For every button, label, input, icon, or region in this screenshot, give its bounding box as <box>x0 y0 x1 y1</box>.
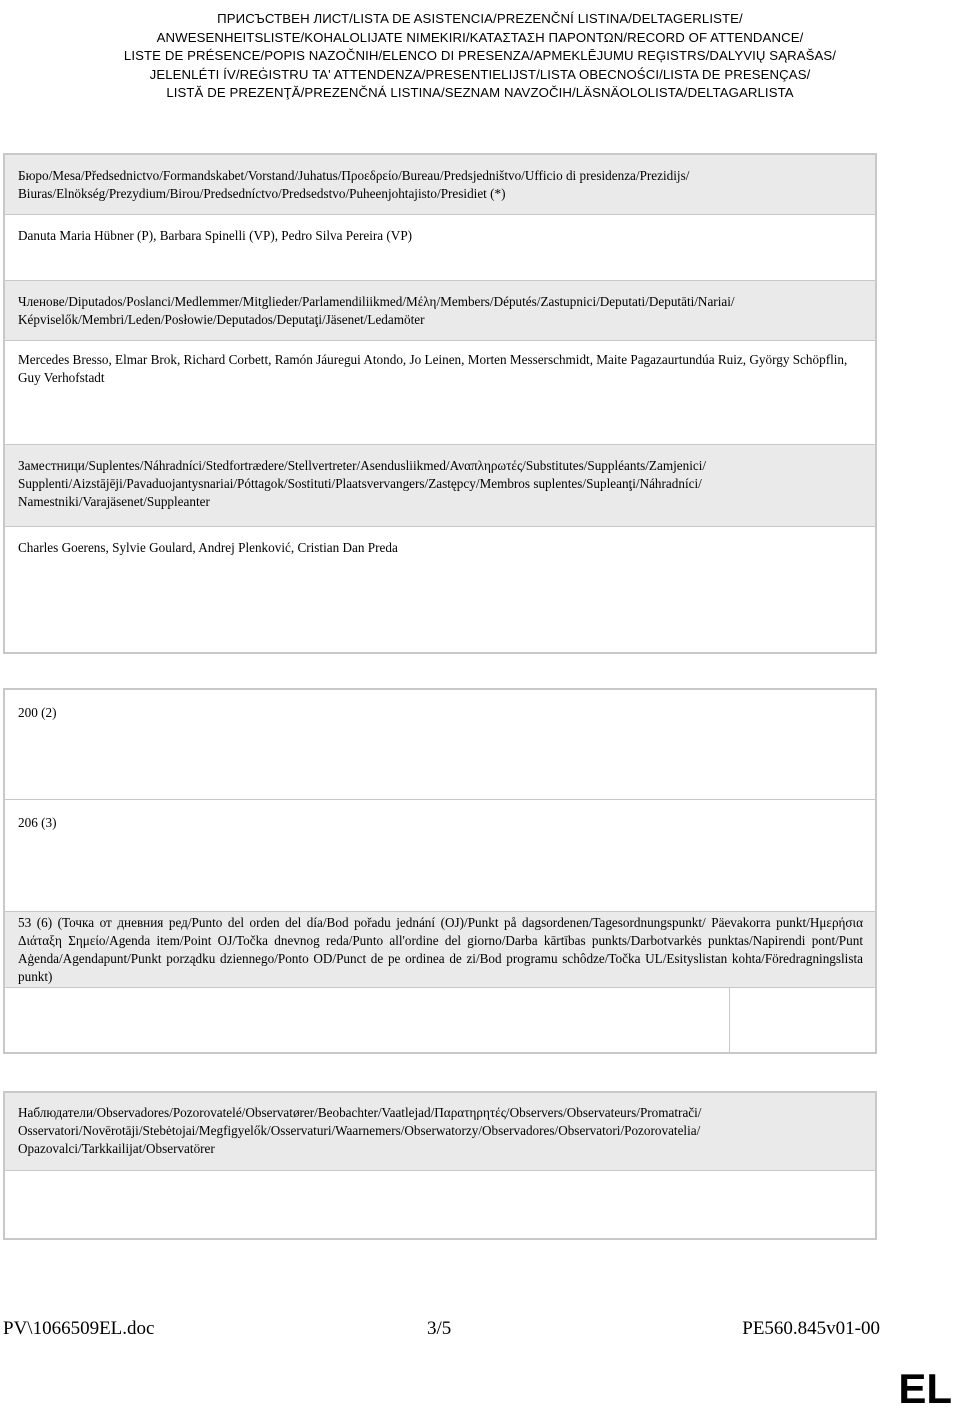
title-line-1: ПРИСЪСТВЕН ЛИСТ/LISTA DE ASISTENCIA/PREZENČNÍ LISTINA/DELTAGERLISTE/ <box>217 11 743 26</box>
page-number: 3/5 <box>427 1318 452 1339</box>
rule-200-label: 200 (2) <box>18 705 57 720</box>
rule-200-row <box>5 690 875 800</box>
bureau-names-row <box>5 215 875 281</box>
attendance-table <box>3 153 877 654</box>
language-code: EL <box>898 1365 952 1412</box>
bureau-label: Бюро/Mesa/Předsednictvo/Formandskabet/Vorstand/Juhatus/Προεδρείο/Bureau/Predsjedništvo/Ufficio di presidenza/Prezidijs/ Biuras/Elnökség/Prezydium/Birou/Predsedníctvo/Predsedstvo/Puheenjohtajisto/Presidiet (*) <box>18 168 690 201</box>
observers-label-row <box>5 1093 875 1171</box>
agenda-cells <box>5 988 875 1052</box>
rule-206-row <box>5 800 875 912</box>
members-label: Членове/Diputados/Poslanci/Medlemmer/Mitglieder/Parlamendiliikmed/Μέλη/Members/Députés/Zastupnici/Deputati/Deputāti/Nariai/ Képviselők/Membri/Leden/Posłowie/Deputados/Deputaţi/Jäsenet/Ledamöter <box>18 294 735 327</box>
title-line-5: LISTĂ DE PREZENŢĂ/PREZENČNÁ LISTINA/SEZNAM NAVZOČIH/LÄSNÄOLOLISTA/DELTAGARLISTA <box>166 85 794 100</box>
agenda-label-row <box>5 912 875 988</box>
observers-label: Наблюдатели/Observadores/Pozorovatelé/Observatører/Beobachter/Vaatlejad/Παρατηρητές/Observers/Observateurs/Promatrači/ Osservatori/Novērotāji/Stebėtojai/Megfigyelők/Osservaturi/Waarnemers/Obserwatorzy/Observadores/Observatori/Pozorovatelia/ Opazovalci/Tarkkailijat/Observatörer <box>18 1105 702 1156</box>
substitutes-names: Charles Goerens, Sylvie Goulard, Andrej Plenković, Cristian Dan Preda <box>18 540 398 555</box>
members-label-row <box>5 281 875 341</box>
title-line-2: ANWESENHEITSLISTE/KOHALOLIJATE NIMEKIRI/ΚΑΤΑΣΤΑΣΗ ΠΑΡΟΝΤΩΝ/RECORD OF ATTENDANCE/ <box>156 29 804 45</box>
page-footer <box>0 1318 960 1344</box>
pe-reference: PE560.845v01-00 <box>742 1318 880 1339</box>
rule-206-label: 206 (3) <box>18 815 57 830</box>
title-line-4: JELENLÉTI ÍV/REĠISTRU TA' ATTENDENZA/PRESENTIELIJST/LISTA OBECNOŚCI/LISTA DE PRESENÇAS/ <box>149 66 811 82</box>
agenda-label: 53 (6) (Точка от дневния ред/Punto del orden del día/Bod pořadu jednání (OJ)/Punkt på dagsordenen/Tagesordnungspunkt/ Päevakorra punkt/Ημερήσια Διάταξη Σημείο/Agenda item/Point OJ/Točka dnevnog reda/Punto all'ordine del giorno/Darba kārtības punkts/Darbotvarkės punktas/Napirendi pont/Punt Aġenda/Agendapunt/Punkt porządku dziennego/Ponto OD/Punct de pe ordinea de zi/Bod programu schôdze/Točka UL/Esityslistan kohta/Föredragningslista punkt) <box>18 915 863 984</box>
members-names-row <box>5 341 875 445</box>
agenda-cell-divider <box>729 988 730 1052</box>
members-names: Mercedes Bresso, Elmar Brok, Richard Corbett, Ramón Jáuregui Atondo, Jo Leinen, Morten Messerschmidt, Maite Pagazaurtundúa Ruiz, György Schöpflin, Guy Verhofstadt <box>18 352 848 385</box>
bureau-names: Danuta Maria Hübner (P), Barbara Spinelli (VP), Pedro Silva Pereira (VP) <box>18 228 413 243</box>
document-title <box>0 10 960 103</box>
observers-table <box>3 1091 877 1240</box>
substitutes-names-row <box>5 527 875 563</box>
substitutes-label: Заместници/Suplentes/Náhradníci/Stedfortrædere/Stellvertreter/Asendusliikmed/Αναπληρωτές/Substitutes/Suppléants/Zamjenici/ Supplenti/Aizstājēji/Pavaduojantysnariai/Póttagok/Sostituti/Plaatsvervangers/Zastępcy/Membros suplentes/Supleanţi/Náhradníci/ Namestniki/Varajäsenet/Suppleanter <box>18 458 707 509</box>
doc-reference: PV\1066509EL.doc <box>3 1318 155 1339</box>
bureau-label-row <box>5 155 875 215</box>
rules-table <box>3 688 877 1054</box>
substitutes-label-row <box>5 445 875 527</box>
title-line-3: LISTE DE PRÉSENCE/POPIS NAZOČNIH/ELENCO DI PRESENZA/APMEKLĒJUMU REĢISTRS/DALYVIŲ SĄRAŠAS/ <box>123 48 837 63</box>
